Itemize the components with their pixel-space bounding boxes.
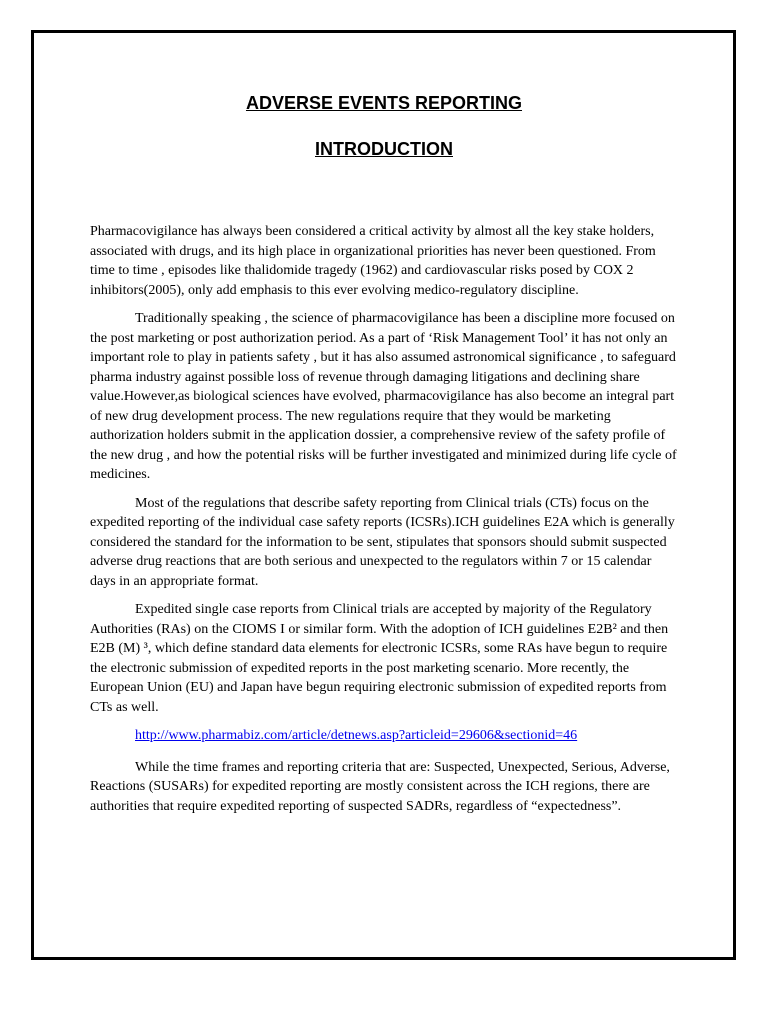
paragraph-2: Traditionally speaking , the science of pharmacovigilance has been a discipline more focused on the post marketing or post authorization period. As a part of ‘Risk Management Tool’ it has not only an important role to play in patients safety , but it has also assumed astronomical significance , to safeguard pharma industry against possible loss of revenue through damaging litigations and declining share value.However,as biological sciences have evolved, pharmacovigilance has also become an integral part of new drug development process. The new regulations require that they would be marketing authorization holders submit in the application dossier, a comprehensive review of the safety profile of the new drug , and how the potential risks will be further investigated and minimized during life cycle of medicines. bbox=[90, 311, 677, 482]
paragraph-3: Most of the regulations that describe safety reporting from Clinical trials (CTs) focus on the expedited reporting of the individual case safety reports (ICSRs).ICH guidelines E2A which is generally considered the standard for the information to be sent, stipulates that sponsors should submit suspected adverse drug reactions that are both serious and unexpected to the regulators within 7 or 15 calendar days in an appropriate format. bbox=[90, 495, 675, 589]
paragraph-4: Expedited single case reports from Clinical trials are accepted by majority of the Regulatory Authorities (RAs) on the CIOMS I or similar form. With the adoption of ICH guidelines E2B² and then E2B (M) ³, which define standard data elements for electronic ICSRs, some RAs have begun to require the electronic submission of expedited reports in the post marketing scenario. More recently, the European Union (EU) and Japan have begun requiring electronic submission of expedited reports from CTs as well. bbox=[90, 602, 669, 715]
reference-link-line bbox=[90, 726, 680, 746]
paragraph-5: While the time frames and reporting criteria that are: Suspected, Unexpected, Serious, Adverse, Reactions (SUSARs) for expedited reporting are mostly consistent across the ICH regions, there are authorities that require expedited reporting of suspected SADRs, regardless of “expectedness”. bbox=[90, 759, 670, 814]
section-heading-introduction: INTRODUCTION bbox=[315, 139, 453, 159]
document-title: ADVERSE EVENTS REPORTING bbox=[245, 93, 523, 113]
reference-link[interactable]: http://www.pharmabiz.com/article/detnews.asp?articleid=29606&sectionid=46 bbox=[135, 728, 578, 743]
document-body bbox=[90, 222, 680, 825]
paragraph-1: Pharmacovigilance has always been considered a critical activity by almost all the key stake holders, associated with drugs, and its high place in organizational priorities has never been questioned. From time to time , episodes like thalidomide tragedy (1962) and cardiovascular risks posed by COX 2 inhibitors(2005), only add emphasis to this ever evolving medico-regulatory discipline. bbox=[90, 224, 656, 298]
